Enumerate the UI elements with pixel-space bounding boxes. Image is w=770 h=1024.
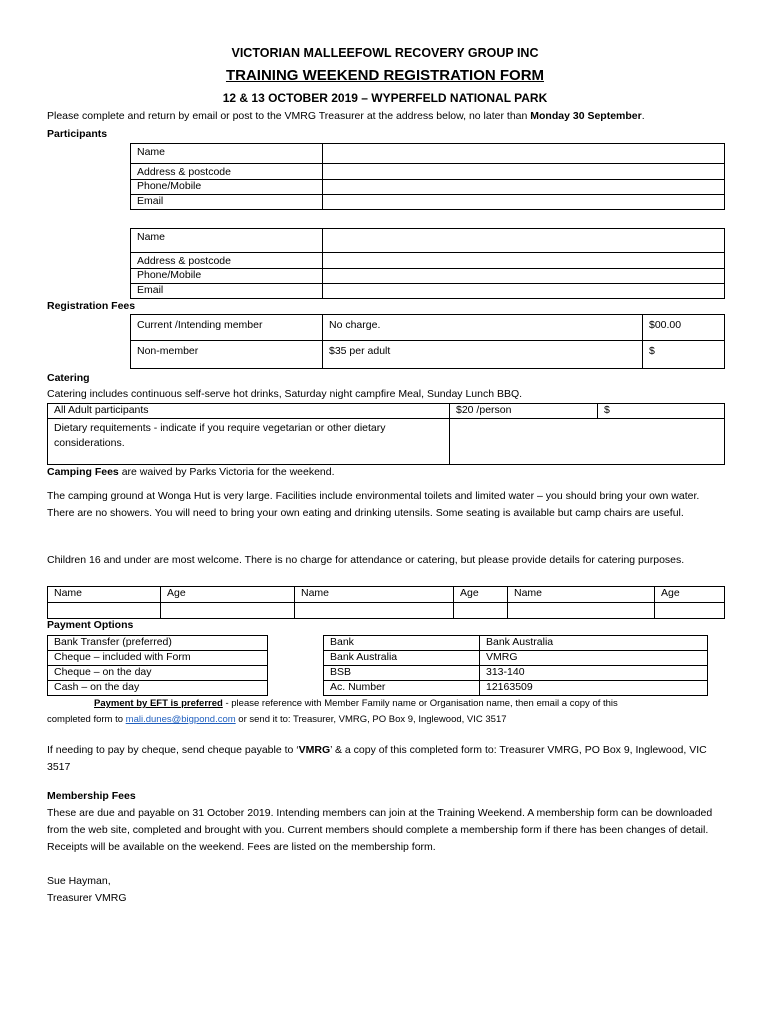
catering-amount[interactable]: $ xyxy=(598,404,725,419)
participants-heading: Participants xyxy=(47,128,108,140)
intro-text: Please complete and return by email or post to the VMRG Treasurer at the address below, no later than Monday 30 September. xyxy=(47,110,645,122)
name-input-2[interactable] xyxy=(323,229,725,253)
membership-heading: Membership Fees xyxy=(47,790,136,802)
bank-value: VMRG xyxy=(480,651,708,666)
eft-line-2: completed form to mali.dunes@bigpond.com or send it to: Treasurer, VMRG, PO Box 9, Inglewood, VIC 3517 xyxy=(47,714,507,725)
payment-option[interactable]: Cheque – on the day xyxy=(48,666,268,681)
dietary-label: Dietary requitements - indicate if you require vegetarian or other dietary considerations. xyxy=(48,419,450,465)
catering-desc: Catering includes continuous self-serve hot drinks, Saturday night campfire Meal, Sunday Lunch BBQ. xyxy=(47,388,523,400)
phone-input-1[interactable] xyxy=(323,180,725,195)
bank-key: Bank xyxy=(324,636,480,651)
membership-text: These are due and payable on 31 October 2019. Intending members can join at the Training Weekend. A membership form can be downloaded from the web site, completed and brought with you. Current members should complete a membership form if there has been changes of detail. Receipts will be available on the weekend. Fees are listed on the membership form. xyxy=(47,807,713,853)
participant-table-1 xyxy=(130,143,725,210)
bank-value: 313-140 xyxy=(480,666,708,681)
reg-fee: $35 per adult xyxy=(323,341,643,369)
payment-options-table xyxy=(47,635,268,696)
payment-option[interactable]: Cash – on the day xyxy=(48,681,268,696)
bank-key: BSB xyxy=(324,666,480,681)
payment-option[interactable]: Cheque – included with Form xyxy=(48,651,268,666)
signoff-name: Sue Hayman, xyxy=(47,875,111,887)
child-name-input[interactable] xyxy=(48,603,161,619)
payment-heading: Payment Options xyxy=(47,619,134,631)
child-name-input[interactable] xyxy=(295,603,454,619)
payment-option[interactable]: Bank Transfer (preferred) xyxy=(48,636,268,651)
catering-heading: Catering xyxy=(47,372,90,384)
treasurer-email-link[interactable]: mali.dunes@bigpond.com xyxy=(125,714,236,725)
bank-details-table xyxy=(323,635,708,696)
deadline: Monday 30 September xyxy=(530,110,642,122)
email-input-2[interactable] xyxy=(323,284,725,299)
signoff-title: Treasurer VMRG xyxy=(47,892,127,904)
catering-label: All Adult participants xyxy=(48,404,450,419)
bank-key: Bank Australia xyxy=(324,651,480,666)
email-input-1[interactable] xyxy=(323,195,725,210)
child-age-header: Age xyxy=(161,587,295,603)
child-age-header: Age xyxy=(454,587,508,603)
bank-key: Ac. Number xyxy=(324,681,480,696)
registration-table xyxy=(130,314,725,369)
reg-type: Non-member xyxy=(131,341,323,369)
registration-heading: Registration Fees xyxy=(47,300,136,312)
children-text: Children 16 and under are most welcome. There is no charge for attendance or catering, but please provide details for catering purposes. xyxy=(47,554,685,566)
child-name-header: Name xyxy=(508,587,655,603)
field-label: Phone/Mobile xyxy=(131,180,323,195)
form-title: TRAINING WEEKEND REGISTRATION FORM xyxy=(225,67,545,84)
org-name: VICTORIAN MALLEEFOWL RECOVERY GROUP INC xyxy=(231,46,539,60)
phone-input-2[interactable] xyxy=(323,269,725,284)
reg-fee: No charge. xyxy=(323,315,643,341)
field-label: Address & postcode xyxy=(131,164,323,180)
address-input-1[interactable] xyxy=(323,164,725,180)
participant-table-2 xyxy=(130,228,725,299)
child-age-input[interactable] xyxy=(161,603,295,619)
child-age-input[interactable] xyxy=(655,603,725,619)
child-name-header: Name xyxy=(295,587,454,603)
reg-amount[interactable]: $ xyxy=(643,341,725,369)
dietary-input[interactable] xyxy=(450,419,725,465)
name-input-1[interactable] xyxy=(323,144,725,164)
field-label: Email xyxy=(131,195,323,210)
camping-para: The camping ground at Wonga Hut is very large. Facilities include environmental toilets and limited water – you should bring your own water. There are no showers. You will need to bring your own eating and drinking utensils. Some seating is available but camp chairs are useful. xyxy=(47,490,700,519)
eft-line: Payment by EFT is preferred - please reference with Member Family name or Organisation name, then email a copy of this xyxy=(94,698,618,709)
catering-price: $20 /person xyxy=(450,404,598,419)
bank-value: 12163509 xyxy=(480,681,708,696)
cheque-text: If needing to pay by cheque, send cheque payable to ‘VMRG’ & a copy of this completed form to: Treasurer VMRG, PO Box 9, Inglewood, VIC 3517 xyxy=(47,744,707,773)
event-line: 12 & 13 OCTOBER 2019 – WYPERFELD NATIONAL PARK xyxy=(222,91,548,105)
child-age-input[interactable] xyxy=(454,603,508,619)
field-label: Name xyxy=(131,229,323,253)
catering-table xyxy=(47,403,725,465)
field-label: Email xyxy=(131,284,323,299)
address-input-2[interactable] xyxy=(323,253,725,269)
camping-line: Camping Fees are waived by Parks Victoria for the weekend. xyxy=(47,466,335,478)
child-name-header: Name xyxy=(48,587,161,603)
field-label: Phone/Mobile xyxy=(131,269,323,284)
child-name-input[interactable] xyxy=(508,603,655,619)
field-label: Name xyxy=(131,144,323,164)
field-label: Address & postcode xyxy=(131,253,323,269)
child-age-header: Age xyxy=(655,587,725,603)
bank-value: Bank Australia xyxy=(480,636,708,651)
reg-amount[interactable]: $00.00 xyxy=(643,315,725,341)
children-table xyxy=(47,586,725,619)
reg-type: Current /Intending member xyxy=(131,315,323,341)
